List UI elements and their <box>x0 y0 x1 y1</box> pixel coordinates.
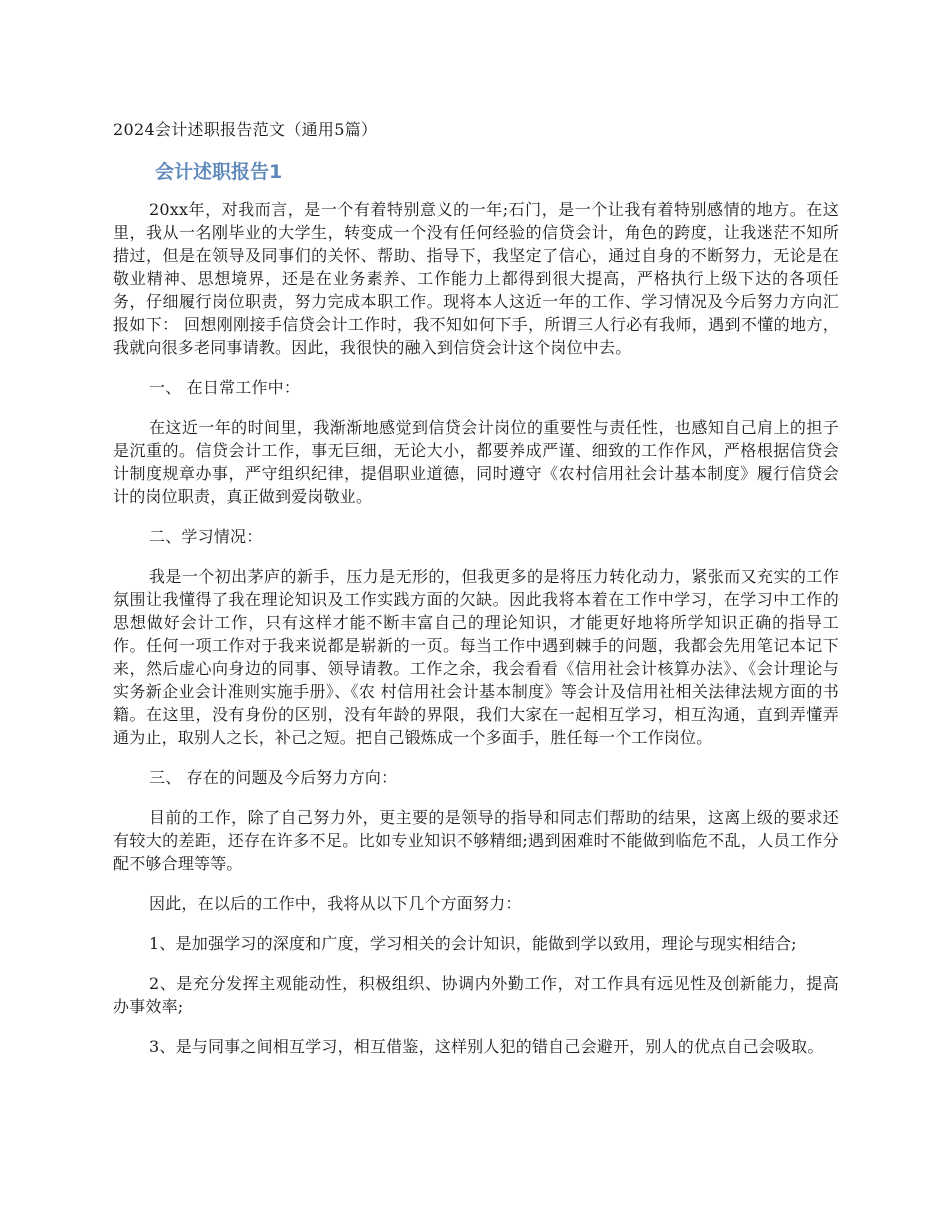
document-page <box>113 118 839 1075</box>
paragraph-intro: 20xx年，对我而言，是一个有着特别意义的一年;石门，是一个让我有着特别感情的地方。在这里，我从一名刚毕业的大学生，转变成一个没有任何经验的信贷会计，角色的跨度，让我迷茫不知所措过，但是在领导及同事们的关怀、帮助、指导下，我坚定了信心，通过自身的不断努力，无论是在敬业精神、思想境界，还是在业务素养、工作能力上都得到很大提高，严格执行上级下达的各项任务，仔细履行岗位职责，努力完成本职工作。现将本人这近一年的工作、学习情况及今后努力方向汇报如下： 回想刚刚接手信贷会计工作时，我不知如何下手，所谓三人行必有我师，遇到不懂的地方，我就向很多老同事请教。因此，我很快的融入到信贷会计这个岗位中去。 <box>113 200 839 357</box>
paragraph-directions-intro: 因此，在以后的工作中，我将从以下几个方面努力： <box>149 894 522 913</box>
document-title: 2024会计述职报告范文（通用5篇） <box>113 120 378 139</box>
paragraph-problems: 目前的工作，除了自己努力外，更主要的是领导的指导和同志们帮助的结果，这离上级的要求还有较大的差距，还存在许多不足。比如专业知识不够精细;遇到困难时不能做到临危不乱，人员工作分配不够合理等等。 <box>113 808 839 873</box>
list-item-1: 1、是加强学习的深度和广度，学习相关的会计知识，能做到学以致用，理论与现实相结合; <box>149 934 797 953</box>
list-item-3: 3、是与同事之间相互学习，相互借鉴，这样别人犯的错自己会避开，别人的优点自己会吸取。 <box>149 1037 824 1056</box>
section-heading: 会计述职报告1 <box>155 161 283 183</box>
subheading-daily-work: 一、 在日常工作中： <box>149 378 301 397</box>
subheading-study: 二、学习情况： <box>149 527 263 546</box>
subheading-problems: 三、 存在的问题及今后努力方向： <box>149 768 398 787</box>
paragraph-study: 我是一个初出茅庐的新手，压力是无形的，但我更多的是将压力转化动力，紧张而又充实的工作氛围让我懂得了我在理论知识及工作实践方面的欠缺。因此我将本着在工作中学习，在学习中工作的思想做好会计工作，只有这样才能不断丰富自己的理论知识，才能更好地将所学知识正确的指导工作。任何一项工作对于我来说都是崭新的一页。每当工作中遇到棘手的问题，我都会先用笔记本记下来，然后虚心向身边的同事、领导请教。工作之余，我会看看《信用社会计核算办法》、《会计理论与实务新企业会计准则实施手册》、《农 村信用社会计基本制度》等会计及信用社相关法律法规方面的书籍。在这里，没有身份的区别，没有年龄的界限，我们大家在一起相互学习，相互沟通，直到弄懂弄通为止，取别人之长，补己之短。把自己锻炼成一个多面手，胜任每一个工作岗位。 <box>113 567 839 747</box>
list-item-2: 2、是充分发挥主观能动性，积极组织、协调内外勤工作，对工作具有远见性及创新能力，提高办事效率; <box>113 974 839 1016</box>
paragraph-daily-work: 在这近一年的时间里，我渐渐地感觉到信贷会计岗位的重要性与责任性，也感知自己肩上的担子是沉重的。信贷会计工作，事无巨细，无论大小，都要养成严谨、细致的工作作风，严格根据信贷会计制度规章办事，严守组织纪律，提倡职业道德，同时遵守《农村信用社会计基本制度》履行信贷会计的岗位职责，真正做到爱岗敬业。 <box>113 418 839 506</box>
